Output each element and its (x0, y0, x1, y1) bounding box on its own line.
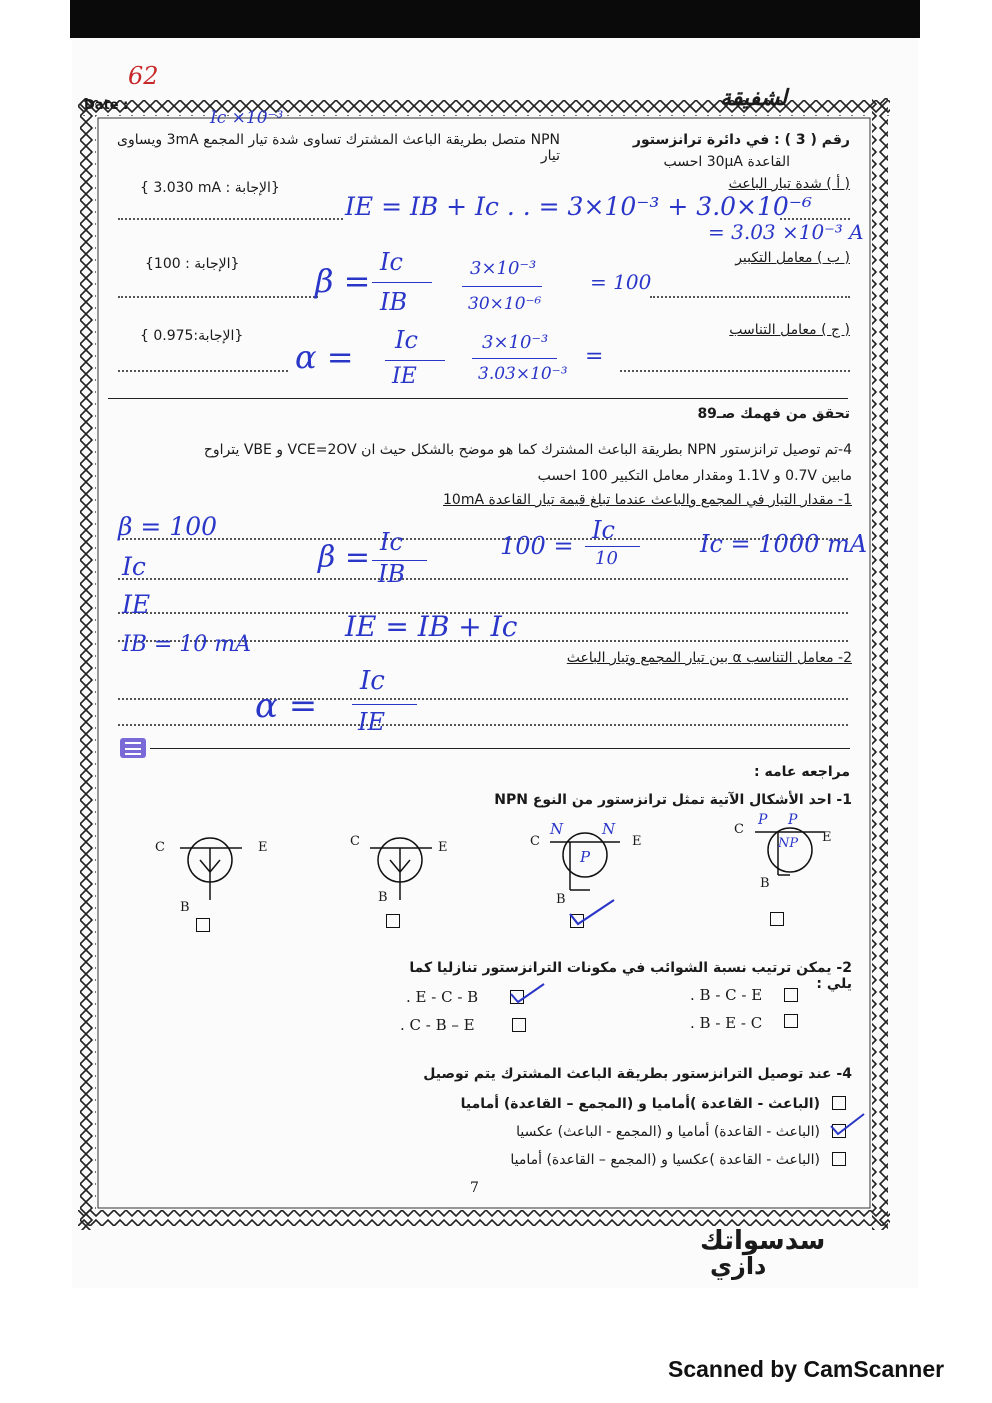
hand-alpha-val-den: 3.03×10⁻³ (478, 364, 568, 384)
terminal-b: B (180, 900, 190, 915)
terminal-e: E (258, 840, 268, 855)
page-number: 7 (470, 1180, 479, 1196)
mcq4-opt2-label: (الباعث - القاعدة) أماميا و (المجمع - الباعث) عكسيا (516, 1124, 820, 1140)
q3-part-a-answer: { 3.030 mA : الإجابة} (140, 180, 280, 196)
hand-alpha-num: Ic (395, 326, 418, 354)
answer-dotted-line (118, 724, 848, 726)
q4-part2: 2- معامل التناسب α بين تيار المجمع وتيار الباعث (566, 650, 852, 666)
handwritten-page-number: 62 (128, 62, 159, 90)
mcq4-opt3-label: (الباعث - القاعدة )عكسيا و (المجمع – القاعدة) أماميا (510, 1152, 820, 1168)
hand-q4-beta-eq-lhs: β = (318, 540, 371, 575)
hand-ic-note: Ic ×10⁻³ (210, 108, 284, 128)
mcq2-opt3-checkbox[interactable] (784, 1014, 798, 1028)
hand-mcq-p1: P (758, 812, 768, 828)
hand-fraction-bar (352, 704, 417, 705)
mcq2-opt4-checkbox[interactable] (512, 1018, 526, 1032)
mcq1-option1-checkbox[interactable] (196, 918, 210, 932)
date-label: Date : (84, 98, 129, 113)
hand-ie-equation: IE = IB + Ic . . = 3×10⁻³ + 3.0×10⁻⁶ (345, 192, 813, 221)
hand-q4-ie: IE (122, 590, 151, 619)
q3-title-a: رقم ( 3 ) : في دائرة ترانزستور (632, 132, 850, 148)
hand-q4-100-num: Ic (592, 516, 615, 544)
mcq4-opt1-checkbox[interactable] (832, 1096, 846, 1110)
hand-q4-ic: Ic (122, 552, 146, 581)
hand-alpha-val-num: 3×10⁻³ (482, 332, 549, 353)
answer-dotted-line (118, 370, 288, 372)
mcq2-opt3-label: . B - E - C (690, 1014, 763, 1032)
q4-part1: 1- مقدار التيار في المجمع والباعث عندما تبلغ قيمة تيار القاعدة 10mA (443, 492, 852, 508)
hand-fraction-bar (585, 546, 640, 547)
hand-ie-result: = 3.03 ×10⁻³ A (708, 220, 864, 244)
terminal-e: E (822, 830, 832, 845)
answer-dotted-line (118, 698, 848, 700)
scanner-watermark: Scanned by CamScanner (668, 1356, 945, 1382)
terminal-b: B (760, 876, 770, 891)
mcq1-option2-checkbox[interactable] (386, 914, 400, 928)
mcq2-opt1-checkbox[interactable] (784, 988, 798, 1002)
terminal-c: C (734, 822, 744, 837)
hand-alpha-lhs: α = (295, 338, 354, 376)
brand-line1: سدسواتك (700, 1226, 826, 1256)
hand-beta-result: = 100 (590, 270, 652, 294)
hand-mcq-n1: N (550, 820, 564, 838)
answer-dotted-line (620, 370, 850, 372)
q3-part-c-label: ( ج ) معامل التناسب (729, 322, 850, 338)
terminal-e: E (438, 840, 448, 855)
hand-beta-val-den: 30×10⁻⁶ (468, 294, 542, 314)
hand-q4-ic-result: Ic = 1000 mA (700, 530, 868, 558)
q3-part-b-label: ( ب ) معامل التكبير (735, 250, 850, 266)
hand-q4-alpha-lhs: α = (255, 686, 318, 726)
check-understanding-heading: تحقق من فهمك صـ89 (697, 406, 850, 422)
hand-q4-100-lhs: 100 = (500, 532, 574, 560)
checkmark-icon (828, 1110, 868, 1138)
q3-title-c: القاعدة 30µA احسب (663, 154, 790, 170)
section-divider (150, 748, 850, 749)
review-heading: مراجعه عامه : (754, 764, 850, 780)
answer-dotted-line (118, 218, 343, 220)
q4-line1: 4-تم توصيل ترانزستور NPN بطريقة الباعث المشترك كما هو موضح بالشكل حيث ان VCE=2OV و VBE يتراوح (203, 442, 852, 458)
terminal-b: B (378, 890, 388, 905)
mcq2-opt4-label: . C - B – E (400, 1016, 475, 1034)
q3-part-a-label: ( أ ) شدة تيار الباعث (728, 176, 850, 192)
q3-part-c-answer: { 0.975:الإجابة} (140, 328, 244, 344)
answer-dotted-line (650, 296, 850, 298)
checkmark-icon (508, 980, 548, 1006)
hand-q4-beta: β = 100 (118, 512, 218, 541)
terminal-b: B (556, 892, 566, 907)
mcq1-option4-checkbox[interactable] (770, 912, 784, 926)
hand-fraction-bar (385, 360, 445, 361)
mcq2-opt2-label: . E - C - B (406, 988, 479, 1006)
answer-dotted-line (118, 296, 318, 298)
hand-alpha-result: = (585, 344, 604, 369)
terminal-e: E (632, 834, 642, 849)
hand-q4-alpha-den: IE (358, 708, 385, 736)
hand-q4-beta-eq-den: IB (378, 560, 406, 588)
hand-q4-beta-eq-num: Ic (380, 528, 403, 556)
hand-fraction-bar (462, 286, 542, 287)
hand-beta-den: IB (380, 288, 408, 316)
mcq2-question: 2- يمكن ترتيب نسبة الشوائب في مكونات الترانزستور تنازليا كما يلي : (409, 960, 852, 992)
section-divider (108, 398, 848, 399)
header-logo: لشفيقة (720, 86, 788, 111)
q3-title-b: NPN متصل بطريقة الباعث المشترك تساوى شدة تيار المجمع 3mA ويساوى تيار (117, 132, 560, 164)
brand-line2: دازي (710, 1252, 767, 1280)
terminal-c: C (350, 834, 360, 849)
terminal-c: C (530, 834, 540, 849)
hand-mcq-np: NP (778, 836, 799, 851)
mcq4-opt3-checkbox[interactable] (832, 1152, 846, 1166)
hand-mcq-n2: N (602, 820, 616, 838)
hand-fraction-bar (372, 282, 432, 283)
terminal-c: C (155, 840, 165, 855)
hand-q4-100-den: 10 (595, 548, 618, 569)
q4-line2: مابين 0.7V و 1.1V ومقدار معامل التكبير 100 احسب (537, 468, 852, 484)
q3-part-b-answer: {الإجابة : 100} (145, 256, 240, 272)
mcq4-question: 4- عند توصيل الترانزستور بطريقة الباعث المشترك يتم توصيل (423, 1066, 852, 1082)
mcq1-question: 1- احد الأشكال الآتية تمثل ترانزستور من النوع NPN (494, 792, 852, 808)
hand-beta-lhs: β = (315, 262, 371, 300)
hand-q4-ib: IB = 10 mA (122, 632, 252, 657)
hand-beta-val-num: 3×10⁻³ (470, 258, 537, 279)
hand-fraction-bar (472, 358, 557, 359)
note-icon (120, 738, 146, 758)
scan-top-edge (70, 0, 920, 38)
hand-q4-alpha-num: Ic (360, 666, 385, 696)
mcq2-opt1-label: . B - C - E (690, 986, 763, 1004)
answer-dotted-line (118, 578, 848, 580)
hand-alpha-den: IE (392, 364, 417, 389)
hand-q4-ie-eq: IE = IB + Ic (345, 610, 518, 643)
hand-mcq-pnp: P (580, 848, 591, 866)
hand-beta-num: Ic (380, 248, 403, 276)
mcq4-opt1-label: (الباعث - القاعدة )أماميا و (المجمع – القاعدة) أماميا (460, 1096, 820, 1112)
checkmark-icon (566, 896, 618, 930)
hand-mcq-p2: P (788, 812, 798, 828)
